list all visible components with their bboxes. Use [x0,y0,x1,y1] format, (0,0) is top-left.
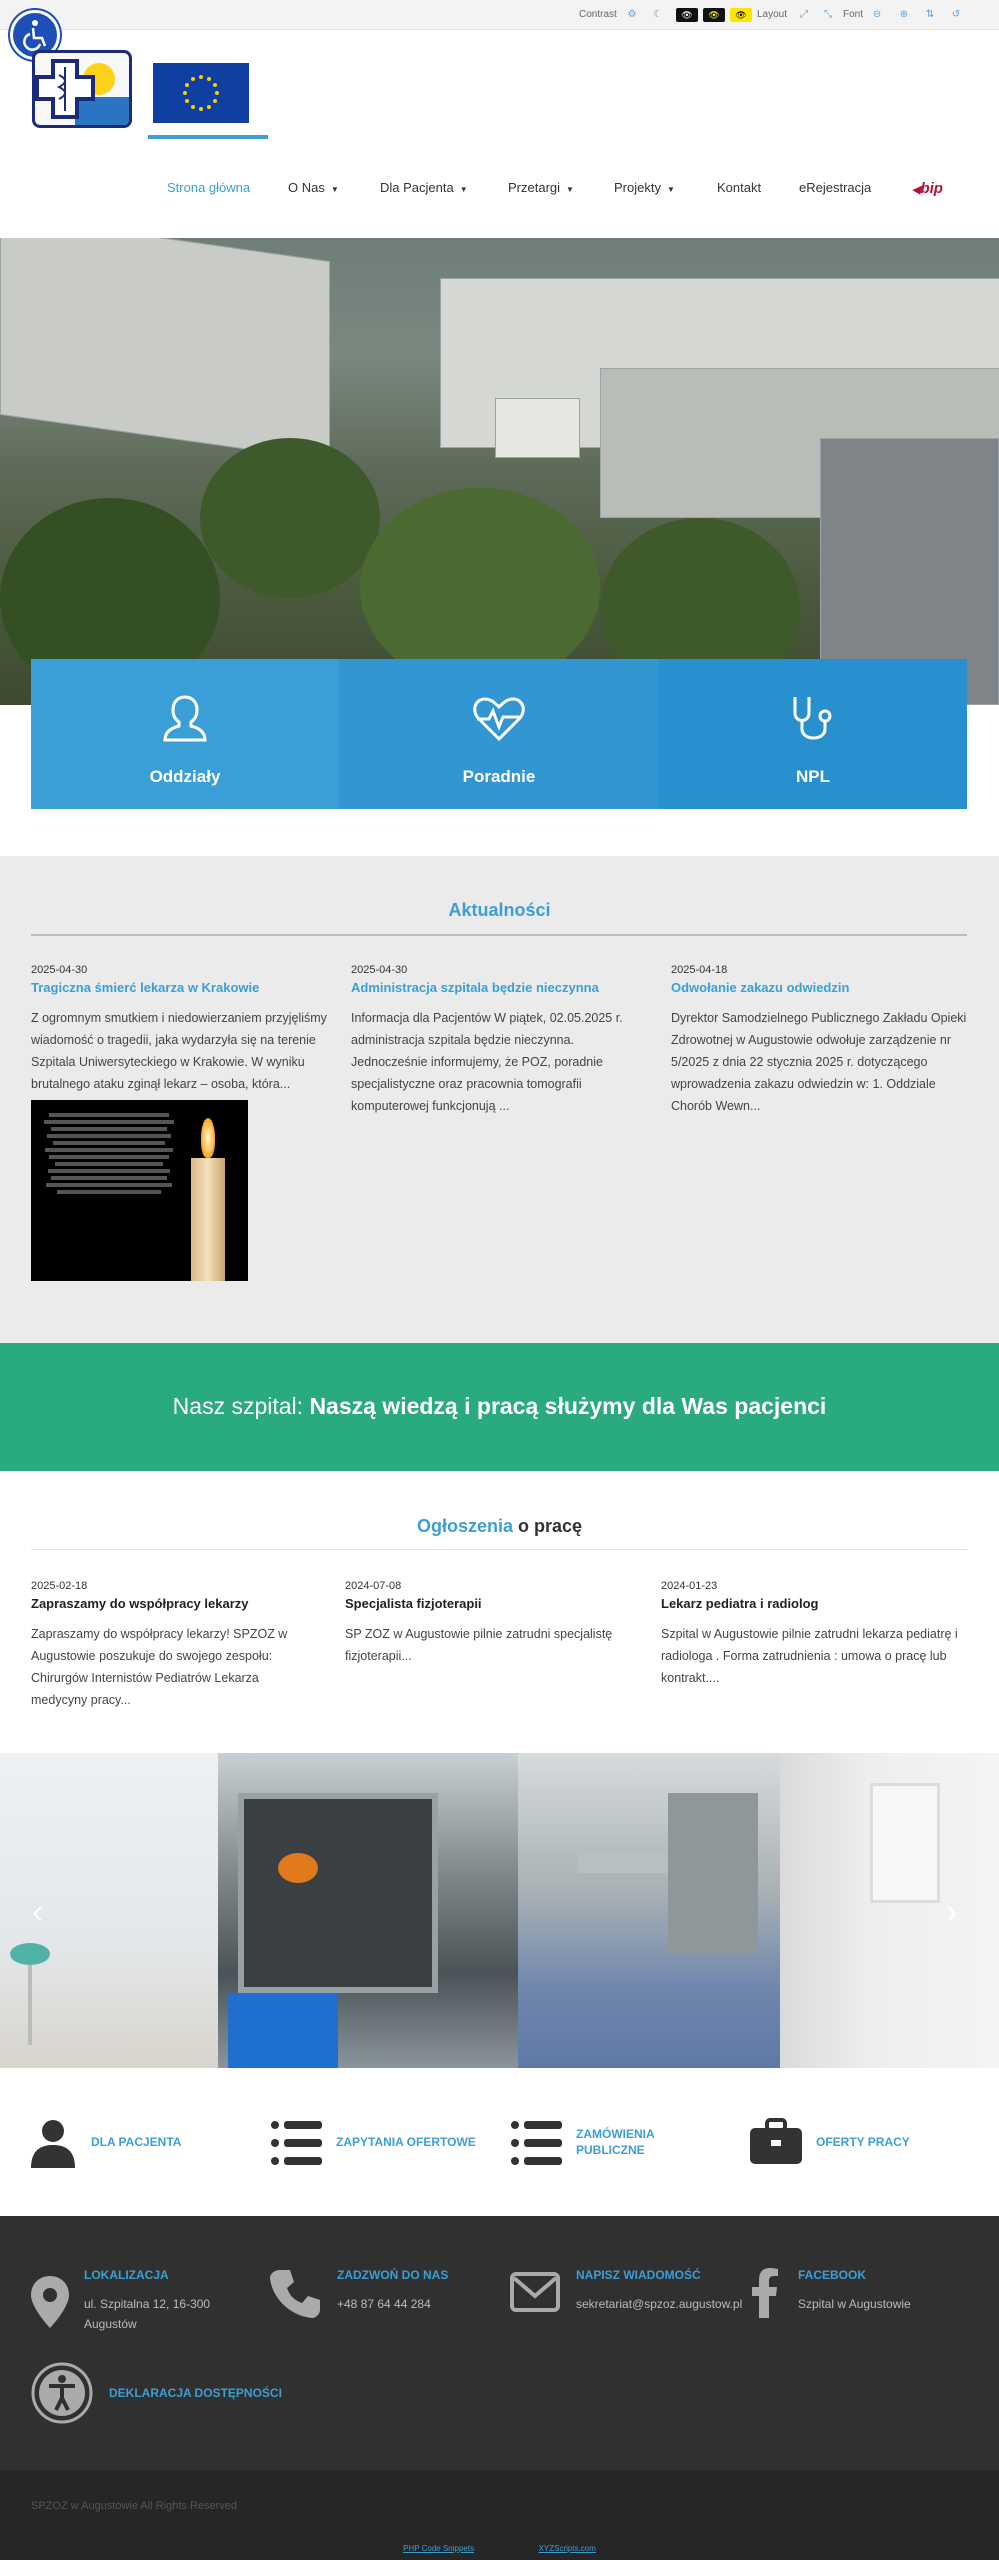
copyright-text: SPZOZ w Augustowie All Rights Reserved [31,2500,238,2512]
quicklink-patient-label: DLA PACJENTA [91,2135,182,2149]
layout-fullwidth-icon[interactable]: ⤡ [824,9,832,20]
credit-link-xyz[interactable]: XYZScripts.com [538,2544,596,2553]
night-mode-icon[interactable]: ☾ [653,9,663,20]
jobs-divider [31,1549,967,1550]
list-icon [270,2118,322,2168]
gallery-photo[interactable] [780,1753,999,2068]
tile-departments-label: Oddziały [149,767,221,786]
candle-icon [191,1158,225,1281]
quicklink-procurement[interactable] [510,2118,710,2168]
quicklink-jobs-label: OFERTY PRACY [816,2135,910,2149]
footer-facebook-link[interactable]: Szpital w Augustowie [798,2297,911,2311]
quicklink-inquiries[interactable] [270,2118,500,2168]
footer-bottom [0,2470,999,2560]
condolence-text-graphic [39,1110,179,1197]
stethoscope-icon [785,691,841,747]
quicklink-patient[interactable] [31,2118,231,2168]
footer [0,2216,999,2470]
nav-home[interactable]: Strona główna [167,180,251,195]
job-excerpt: Szpital w Augustowie pilnie zatrudni lekarza pediatrę i radiologa . Forma zatrudnienia : umowa o pracę lub kontrakt.... [661,1627,958,1685]
chevron-down-icon: ▼ [566,185,574,194]
nav-projects-label: Projekty [614,180,661,195]
job-title-link[interactable]: Zapraszamy do współpracy lekarzy [31,1596,249,1611]
job-item [345,1580,645,1667]
news-excerpt: Z ogromnym smutkiem i niedowierzaniem przyjęliśmy wiadomość o tragedii, jaka wydarzyła się na terenie Szpitala Uniwersyteckiego w Krakowie. W wyniku brutalnego ataku zginął lekarz – osoba, która... [31,1011,327,1091]
nav-about[interactable] [288,180,339,195]
bip-label: bip [920,180,943,197]
job-date: 2024-07-08 [345,1580,402,1592]
gallery-photo[interactable] [518,1753,780,2068]
news-item [671,964,971,1117]
photo-carousel [0,1753,999,2068]
heartbeat-icon [471,691,527,747]
tile-clinics-label: Poradnie [462,767,536,786]
gallery-photo[interactable] [218,1753,518,2068]
accessibility-icon [31,2362,93,2424]
nav-projects[interactable] [614,180,675,195]
main-navigation [0,175,999,205]
news-item [351,964,651,1117]
nav-eregistration[interactable]: eRejestracja [799,180,872,195]
font-reset-icon[interactable]: ⇅ [925,9,935,20]
job-item [661,1580,961,1689]
motto-highlight: Naszą wiedzą i pracą służymy dla Was pacjenci [309,1393,827,1419]
footer-phone-title: ZADZWOŃ DO NAS [337,2268,449,2282]
person-icon [157,691,213,747]
motto-banner [0,1343,999,1471]
accessibility-toolbar [0,0,999,30]
carousel-next-icon[interactable]: › [946,1893,958,1931]
hero-hospital-photo [0,238,999,705]
chevron-down-icon: ▼ [330,185,339,194]
jobs-heading-accent: Ogłoszenia [416,1516,513,1536]
facebook-icon [752,2268,778,2318]
font-label: Font [843,9,864,20]
tile-npl[interactable] [659,659,967,809]
news-item [31,964,331,1095]
footer-phone-link[interactable]: +48 87 64 44 284 [337,2297,431,2311]
tile-clinics[interactable] [339,659,659,809]
news-divider [31,934,967,936]
eu-flag-logo[interactable] [153,63,249,123]
job-item [31,1580,331,1711]
mourning-candle-image[interactable] [31,1100,248,1281]
contrast-black-yellow-button[interactable]: 👁 [703,8,725,22]
job-excerpt: SP ZOZ w Augustowie pilnie zatrudni specjalistę fizjoterapii... [345,1627,613,1663]
contrast-black-white-button[interactable]: 👁 [676,8,698,22]
quicklink-inquiries-label: ZAPYTANIA OFERTOWE [336,2135,476,2149]
nav-patient[interactable] [380,180,468,195]
footer-facebook-title: FACEBOOK [798,2268,867,2282]
jobs-heading [0,1516,999,1537]
tile-departments[interactable] [31,659,339,809]
map-pin-icon [31,2276,69,2328]
chevron-down-icon: ▼ [459,185,468,194]
job-title-link[interactable]: Lekarz pediatra i radiolog [661,1596,819,1611]
motto-prefix: Nasz szpital: [172,1393,304,1419]
briefcase-icon [750,2118,802,2164]
news-title-link[interactable]: Administracja szpitala będzie nieczynna [351,980,599,995]
credit-line [0,2544,999,2553]
job-title-link[interactable]: Specjalista fizjoterapii [345,1596,482,1611]
job-date: 2025-02-18 [31,1580,88,1592]
news-date: 2025-04-30 [351,964,408,976]
contrast-label: Contrast [579,9,617,20]
flame-icon [201,1118,215,1158]
list-icon [510,2118,562,2168]
quicklink-procurement-label: ZAMÓWIENIA PUBLICZNE [576,2127,655,2157]
phone-icon [270,2268,320,2318]
footer-mail-link[interactable]: sekretariat@spzoz.augustow.pl [576,2297,743,2311]
envelope-icon [510,2272,560,2312]
news-date: 2025-04-30 [31,964,88,976]
credit-link-snippets[interactable]: PHP Code Snippets [403,2544,475,2553]
quicklink-jobs[interactable] [750,2118,950,2168]
job-excerpt: Zapraszamy do współpracy lekarzy! SPZOZ w Augustowie poszukuje do swojego zespołu: Chirurgów Internistów Pediatrów Lekarza medycyny pracy... [31,1627,288,1707]
font-increase-icon[interactable]: ⊕ [899,9,909,20]
nav-tenders[interactable] [508,180,574,195]
reset-icon[interactable]: ↺ [951,9,961,20]
user-icon [31,2118,75,2168]
footer-accessibility-title: DEKLARACJA DOSTĘPNOŚCI [109,2386,282,2400]
nav-contact[interactable]: Kontakt [717,180,762,195]
news-date: 2025-04-18 [671,964,728,976]
news-title-link[interactable]: Odwołanie zakazu odwiedzin [671,980,850,995]
nav-about-label: O Nas [288,180,325,195]
chevron-down-icon: ▼ [666,185,675,194]
contrast-settings-icon[interactable]: ⚙ [627,9,637,20]
font-decrease-icon[interactable]: ⊖ [872,9,882,20]
news-title-link[interactable]: Tragiczna śmierć lekarza w Krakowie [31,980,260,995]
news-heading: Aktualności [448,900,551,920]
bip-link[interactable] [912,180,943,197]
footer-location-title: LOKALIZACJA [84,2268,169,2282]
carousel-prev-icon[interactable]: ‹ [32,1893,44,1931]
news-excerpt: Informacja dla Pacjentów W piątek, 02.05.2025 r. administracja szpitala będzie nieczynna. Jednocześnie informujemy, że POZ, poradnie specjalistyczne oraz pracownia tomografii komputerowej funkcjonują ... [351,1011,623,1113]
job-date: 2024-01-23 [661,1580,718,1592]
footer-location-text: ul. Szpitalna 12, 16-300 Augustów [84,2297,211,2331]
tile-npl-label: NPL [796,767,830,786]
nav-tenders-label: Przetargi [508,180,561,195]
logo-underline [148,135,268,139]
layout-expand-icon[interactable]: ⤢ [800,9,808,20]
jobs-heading-rest: o pracę [518,1516,583,1536]
layout-label: Layout [757,9,788,20]
footer-mail-title: NAPISZ WIADOMOŚĆ [576,2268,701,2282]
news-excerpt: Dyrektor Samodzielnego Publicznego Zakładu Opieki Zdrowotnej w Augustowie odwołuje zarządzenie nr 5/2025 z dnia 22 stycznia 2025 r. dotyczącego wprowadzenia zakazu odwiedzin w: 1. Oddziale Chorób Wewn... [671,1011,967,1113]
bip-logo-icon: ◀ [912,184,921,196]
nav-patient-label: Dla Pacjenta [380,180,454,195]
contrast-yellow-black-button[interactable]: 👁 [730,8,752,22]
hospital-logo[interactable] [32,50,132,128]
